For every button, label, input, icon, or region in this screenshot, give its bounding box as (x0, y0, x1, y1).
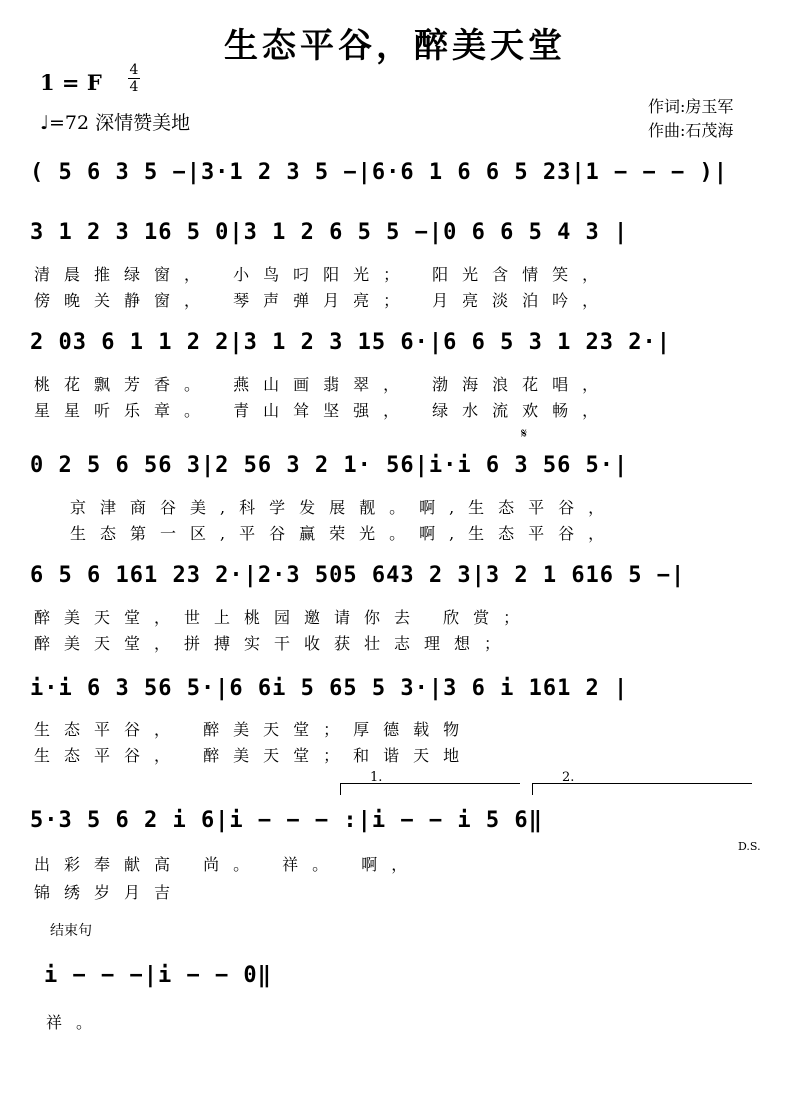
notation-line-3: 2 03 6 1 1 2 2|3 1 2 3 15 6·|6 6 5 3 1 23 2·| (30, 330, 672, 355)
time-sig-bottom: 4 (129, 79, 139, 95)
notation-line-4: 0 2 5 6 56 3|2 56 3 2 1· 56|i·i 6 3 56 5·| (30, 453, 629, 478)
lyric-line-4b: 生态第一区,平谷赢荣光。啊,生态平谷， (70, 524, 619, 543)
ending-lyric: 祥。 (46, 1013, 107, 1032)
key-signature: 1 = F (40, 70, 102, 95)
lyric-line-5a: 醉美天堂，世上桃园邀请你去 欣赏； (34, 608, 534, 627)
lyric-line-5b: 醉美天堂，拼搏实干收获壮志理想； (34, 634, 515, 653)
notation-line-1: ( 5 6 3 5 −|3·1 2 3 5 −|6·6 1 6 6 5 23|1 − − − )| (30, 160, 729, 185)
segno-mark: 𝄋 (521, 426, 528, 442)
volta-label-1: 1. (370, 770, 383, 785)
time-signature (128, 62, 140, 95)
notation-line-7: 5·3 5 6 2 i 6|i − − − :|i − − i 5 6‖ (30, 808, 543, 833)
tempo-marking: ♩=72 深情赞美地 (40, 112, 191, 134)
lyric-line-2b: 傍晚关静窗， 琴声弹月亮； 月亮淡泊吟， (34, 291, 613, 310)
notation-line-6: i·i 6 3 56 5·|6 6i 5 65 5 3·|3 6 i 161 2 | (30, 676, 629, 701)
lyric-line-3b: 星星听乐章。 青山耸坚强， 绿水流欢畅， (34, 401, 613, 420)
time-sig-top: 4 (129, 62, 139, 78)
ending-label: 结束句 (50, 923, 92, 939)
song-title: 生态平谷，醉美天堂 (224, 26, 566, 66)
lyric-line-7a: 出彩奉献高 尚。 祥。 啊， (34, 855, 422, 874)
lyric-line-6a: 生态平谷， 醉美天堂；厚德载物 (34, 720, 474, 739)
notation-line-5: 6 5 6 161 23 2·|2·3 505 643 2 3|3 2 1 616 5 −| (30, 563, 686, 588)
volta-bracket-1 (340, 783, 520, 784)
lyric-line-7b: 锦绣岁月吉 (34, 883, 185, 902)
lyricist-credit: 作词:房玉军 (648, 97, 734, 116)
ds-mark: D.S. (738, 840, 761, 853)
lyric-line-2a: 清晨推绿窗， 小鸟叼阳光； 阳光含情笑， (34, 265, 613, 284)
lyric-line-6b: 生态平谷， 醉美天堂；和谐天地 (34, 746, 474, 765)
notation-line-2: 3 1 2 3 16 5 0|3 1 2 6 5 5 −|0 6 6 5 4 3 | (30, 220, 629, 245)
ending-notation: i − − −|i − − 0‖ (44, 963, 272, 988)
volta-label-2: 2. (562, 770, 575, 785)
lyric-line-4a: 京津商谷美,科学发展靓。啊,生态平谷， (70, 498, 619, 517)
composer-credit: 作曲:石茂海 (648, 121, 734, 140)
lyric-line-3a: 桃花飘芳香。 燕山画翡翠， 渤海浪花唱， (34, 375, 613, 394)
